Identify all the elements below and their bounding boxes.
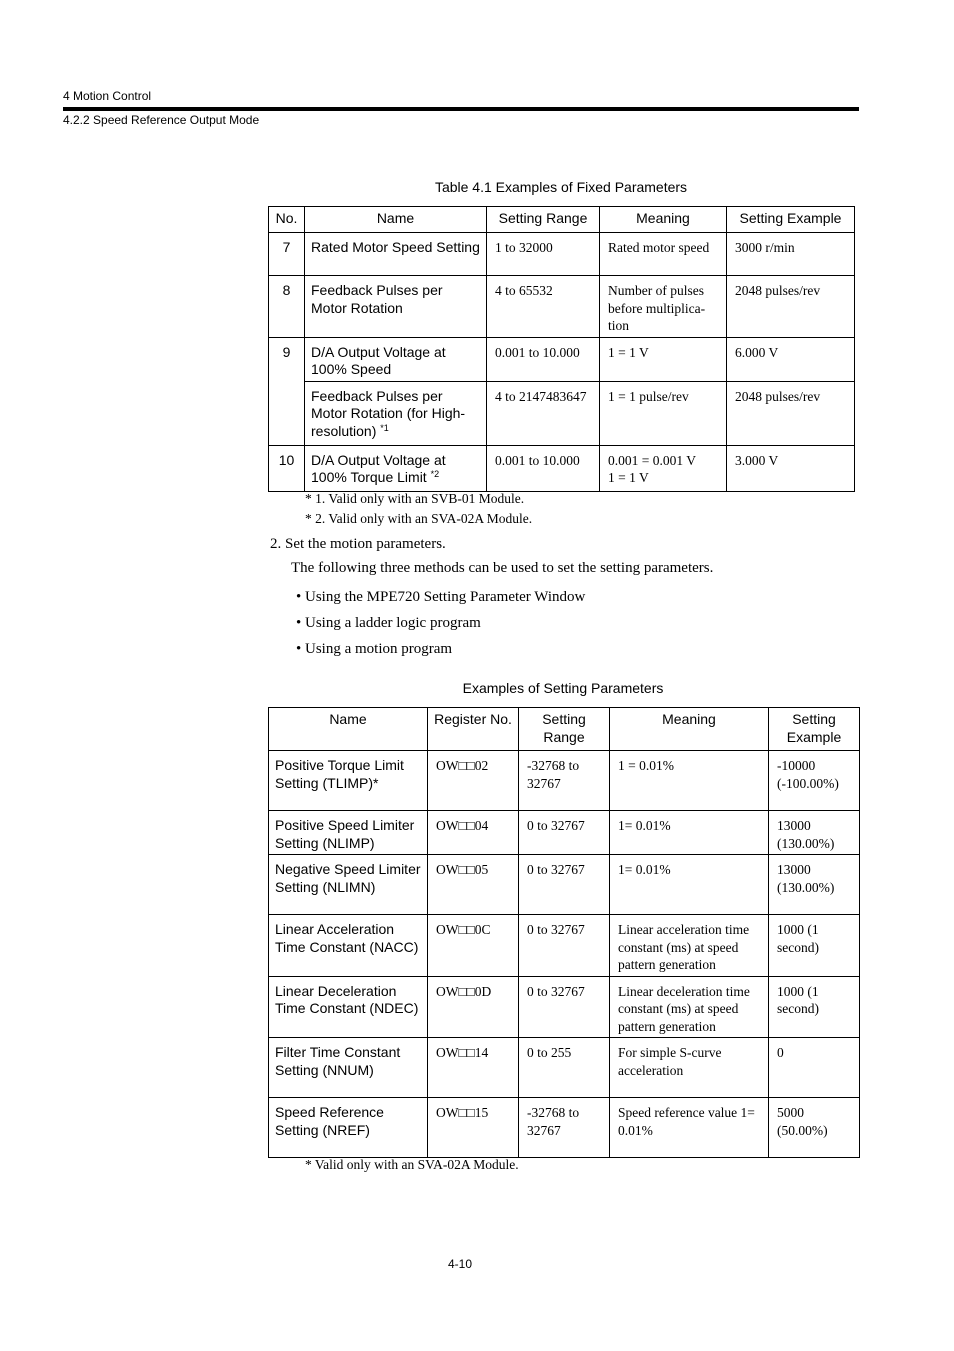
cell-range: 0.001 to 10.000 [487, 337, 600, 381]
cell-meaning: 1 = 1 V [600, 337, 727, 381]
table1-footnote-1: * 1. Valid only with an SVB-01 Module. [305, 491, 525, 506]
cell-meaning: Linear deceleration time constant (ms) at speed pattern generation [610, 976, 769, 1038]
cell-meaning: Linear acceleration time constant (ms) at speed pattern generation [610, 915, 769, 977]
cell-example: 3000 r/min [727, 233, 855, 276]
cell-meaning: For simple S-curve acceleration [610, 1038, 769, 1098]
cell-meaning: Speed reference value 1= 0.01% [610, 1098, 769, 1158]
table-row [269, 381, 855, 445]
table-row [269, 751, 860, 811]
cell-name-text: D/A Output Voltage at 100% Torque Limit [311, 451, 446, 485]
bullet-item: • Using the MPE720 Setting Parameter Window [296, 589, 586, 605]
cell-name: Positive Torque Limit Setting (TLIMP)* [269, 751, 428, 811]
meaning-line: 1 = 1 V [608, 470, 649, 485]
cell-meaning [600, 445, 727, 491]
col-header-range: Setting Range [487, 207, 600, 233]
page-number: 4-10 [447, 1257, 473, 1271]
cell-range: 0.001 to 10.000 [487, 445, 600, 491]
table-row [269, 1038, 860, 1098]
table-header-row [269, 708, 860, 751]
cell-name: Negative Speed Limiter Setting (NLIMN) [269, 855, 428, 915]
table-row [269, 915, 860, 977]
bullet-item: • Using a ladder logic program [296, 615, 481, 631]
cell-example: 0 [769, 1038, 860, 1098]
cell-example: 13000 (130.00%) [769, 811, 860, 855]
cell-register: OW□□05 [428, 855, 519, 915]
cell-range: 0 to 255 [519, 1038, 610, 1098]
cell-register: OW□□14 [428, 1038, 519, 1098]
cell-meaning: 1 = 1 pulse/rev [600, 381, 727, 445]
cell-name: Rated Motor Speed Setting [305, 233, 487, 276]
meaning-line: 0.001 = 0.001 V [608, 452, 696, 468]
cell-meaning: Number of pulses before multiplica-tion [600, 276, 727, 338]
bullet-item: • Using a motion program [296, 641, 453, 657]
table-row [269, 811, 860, 855]
cell-range: -32768 to 32767 [519, 1098, 610, 1158]
cell-register: OW□□15 [428, 1098, 519, 1158]
table1-caption: Table 4.1 Examples of Fixed Parameters [434, 179, 688, 195]
col-header-meaning: Meaning [600, 207, 727, 233]
table1-footnote-2: * 2. Valid only with an SVA-02A Module. [305, 511, 533, 526]
setting-parameters-table [268, 707, 860, 1158]
col-header-name: Name [269, 708, 428, 751]
fixed-parameters-table [268, 206, 855, 492]
cell-no: 10 [269, 445, 305, 491]
col-header-meaning: Meaning [610, 708, 769, 751]
footnote-marker: *1 [380, 422, 389, 433]
cell-name: Linear Acceleration Time Constant (NACC) [269, 915, 428, 977]
cell-meaning: Rated motor speed [600, 233, 727, 276]
cell-example: 13000 (130.00%) [769, 855, 860, 915]
cell-name: Positive Speed Limiter Setting (NLIMP) [269, 811, 428, 855]
cell-register: OW□□0D [428, 976, 519, 1038]
cell-example: 1000 (1 second) [769, 915, 860, 977]
table-row [269, 1098, 860, 1158]
cell-range: 0 to 32767 [519, 855, 610, 915]
cell-name [305, 445, 487, 491]
cell-register: OW□□04 [428, 811, 519, 855]
table-row [269, 233, 855, 276]
cell-range: 0 to 32767 [519, 915, 610, 977]
col-header-name: Name [305, 207, 487, 233]
table-header-row [269, 207, 855, 233]
cell-range: 4 to 2147483647 [487, 381, 600, 445]
col-header-register: Register No. [428, 708, 519, 751]
step-2-title: 2. Set the motion parameters. [270, 536, 446, 552]
cell-range: 4 to 65532 [487, 276, 600, 338]
footnote-marker: *2 [430, 469, 440, 479]
cell-example: -10000 (-100.00%) [769, 751, 860, 811]
cell-name [305, 381, 487, 445]
header-rule [63, 107, 859, 111]
col-header-example: Setting Example [769, 708, 860, 751]
table-row [269, 855, 860, 915]
header-section: 4.2.2 Speed Reference Output Mode [63, 113, 260, 127]
table-row [269, 976, 860, 1038]
table-row [269, 337, 855, 381]
cell-name: Speed Reference Setting (NREF) [269, 1098, 428, 1158]
table2-footnote: * Valid only with an SVA-02A Module. [305, 1157, 519, 1172]
col-header-example: Setting Example [727, 207, 855, 233]
cell-example: 6.000 V [727, 337, 855, 381]
cell-range: 1 to 32000 [487, 233, 600, 276]
cell-no: 9 [269, 337, 305, 445]
header-chapter: 4 Motion Control [63, 89, 152, 103]
cell-no: 8 [269, 276, 305, 338]
cell-name: Linear Deceleration Time Constant (NDEC) [269, 976, 428, 1038]
cell-range: 0 to 32767 [519, 976, 610, 1038]
table2-caption: Examples of Setting Parameters [462, 680, 664, 696]
cell-example: 5000 (50.00%) [769, 1098, 860, 1158]
cell-name: D/A Output Voltage at 100% Speed [305, 337, 487, 381]
cell-example: 2048 pulses/rev [727, 381, 855, 445]
col-header-range: Setting Range [519, 708, 610, 751]
cell-register: OW□□02 [428, 751, 519, 811]
cell-range: -32768 to 32767 [519, 751, 610, 811]
col-header-no: No. [269, 207, 305, 233]
cell-range: 0 to 32767 [519, 811, 610, 855]
table-row [269, 445, 855, 491]
cell-meaning: 1= 0.01% [610, 855, 769, 915]
table-row [269, 276, 855, 338]
cell-register: OW□□0C [428, 915, 519, 977]
cell-no: 7 [269, 233, 305, 276]
cell-name: Feedback Pulses per Motor Rotation [305, 276, 487, 338]
cell-example: 3.000 V [727, 445, 855, 491]
cell-example: 2048 pulses/rev [727, 276, 855, 338]
cell-meaning: 1 = 0.01% [610, 751, 769, 811]
cell-name: Filter Time Constant Setting (NNUM) [269, 1038, 428, 1098]
cell-meaning: 1= 0.01% [610, 811, 769, 855]
step-2-description: The following three methods can be used to set the setting parameters. [291, 560, 714, 576]
cell-example: 1000 (1 second) [769, 976, 860, 1038]
cell-name-text: Feedback Pulses per Motor Rotation (for High-resolution) [311, 387, 466, 439]
